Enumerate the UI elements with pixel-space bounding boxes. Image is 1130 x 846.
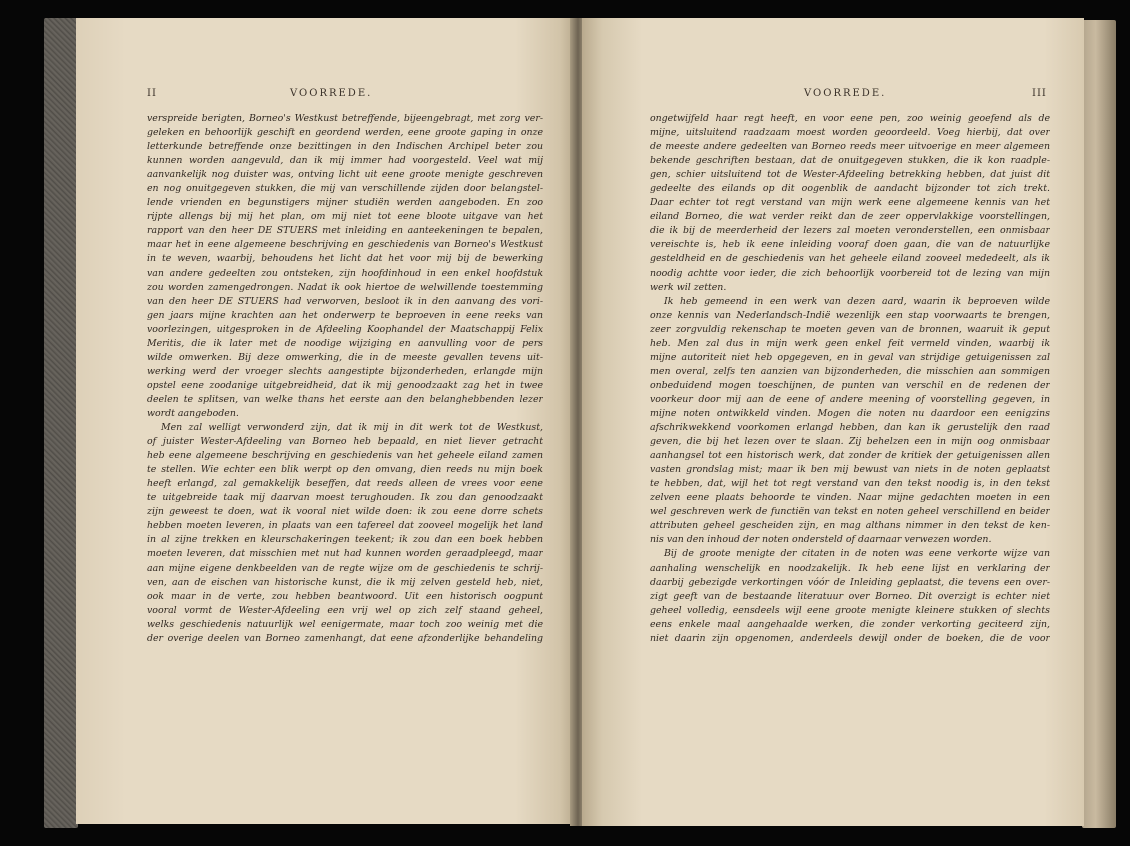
text-line: ven, aan de eischen van historische kunst, die ik mij zelven gesteld heb, niet, xyxy=(147,576,543,588)
text-line: Men zal welligt verwonderd zijn, dat ik mij in dit werk tot de Westkust, xyxy=(161,422,543,434)
text-line: geheel volledig, eensdeels wijl eene groote menigte kleinere stukken of slechts xyxy=(650,604,1050,616)
text-line: wel geschreven werk de functiën van tekst en noten geheel verschillend en beider xyxy=(650,506,1050,518)
text-line: vasten grondslag mist; maar ik ben mij bewust van niets in de noten geplaatst xyxy=(650,464,1050,476)
text-line: van den heer DE STUERS had verworven, besloot ik in den aanvang des vori- xyxy=(147,295,543,307)
text-line: vereischte is, heb ik eene inleiding vooraf doen gaan, die van de natuurlijke xyxy=(650,239,1050,251)
left-page-number: II xyxy=(147,88,157,99)
right-page-number: III xyxy=(1032,88,1047,99)
text-line: de meeste andere gedeelten van Borneo reeds meer uitvoerige en meer algemeen xyxy=(650,141,1050,153)
text-line: die ik bij de meerderheid der lezers zal moeten veronderstellen, een onmisbaar xyxy=(650,225,1050,237)
text-line: of juister Wester-Afdeeling van Borneo heb bepaald, en niet liever getracht xyxy=(147,436,543,448)
text-line: rijpte allengs bij mij het plan, om mij niet tot eene bloote uitgave van het xyxy=(147,211,543,223)
text-line: mijne noten ontwikkeld vinden. Mogen die noten nu daardoor een eenigzins xyxy=(650,407,1050,419)
book-page-edges-right xyxy=(1082,20,1116,828)
book-binding-left xyxy=(44,18,78,828)
left-page xyxy=(76,18,575,824)
text-line: zeer zorgvuldig rekenschap te moeten geven van de bronnen, waaruit ik geput xyxy=(650,323,1050,335)
text-line: kunnen worden aangevuld, dan ik mij immer had voorgesteld. Veel wat mij xyxy=(147,155,543,167)
text-line: aanhaling wenschelijk en noodzakelijk. Ik heb eene lijst en verklaring der xyxy=(650,562,1050,574)
text-line: te hebben, dat, wijl het tot regt verstand van den tekst noodig is, in den tekst xyxy=(650,478,1050,490)
text-line: heeft erlangd, zal gemakkelijk beseffen, dat reeds alleen de vrees voor eene xyxy=(147,478,543,490)
text-line: gen, schier uitsluitend tot de Wester-Afdeeling betrekking hebben, dat juist dit xyxy=(650,169,1050,181)
left-running-head: VOORREDE. xyxy=(290,88,373,99)
text-line: bekende geschriften bestaan, dat de onuitgegeven stukken, die ik kon raadple- xyxy=(650,155,1050,167)
text-line: gedeelte des eilands op dit oogenblik de aandacht bijzonder tot zich trekt. xyxy=(650,183,1050,195)
text-line: Ik heb gemeend in een werk van dezen aard, waarin ik beproeven wilde xyxy=(664,295,1050,307)
text-line: vooral vormt de Wester-Afdeeling een vrij wel op zich zelf staand geheel, xyxy=(147,604,543,616)
text-line: werking werd der vroeger slechts aangestipte bijzonderheden, erlangde mijn xyxy=(147,365,543,377)
text-line: ongetwijfeld haar regt heeft, en voor eene pen, zoo weinig geoefend als de xyxy=(650,113,1050,124)
text-line: afschrikwekkend voorkomen erlangd hebben, dan kan ik gerustelijk den raad xyxy=(650,422,1050,434)
text-line: wordt aangeboden. xyxy=(147,407,239,419)
text-line: te stellen. Wie echter een blik werpt op den omvang, dien reeds nu mijn boek xyxy=(147,464,543,476)
text-line: attributen geheel gescheiden zijn, en mag althans nimmer in den tekst de ken- xyxy=(650,520,1050,532)
text-line: eens enkele maal aangehaalde werken, die zonder verkorting geciteerd zijn, xyxy=(650,618,1050,630)
text-line: in al zijne trekken en kleurschakeringen teekent; ik zou dan een boek hebben xyxy=(147,534,543,546)
text-line: rapport van den heer DE STUERS met inleiding en aanteekeningen te bepalen, xyxy=(147,225,543,237)
text-line: der overige deelen van Borneo zamenhangt, dat eene afzonderlijke behandeling xyxy=(147,632,543,644)
text-line: Meritis, die ik later met de noodige wijziging en aanvulling voor de pers xyxy=(147,337,543,349)
text-line: welks geschiedenis natuurlijk wel eenigermate, maar toch zoo weinig met die xyxy=(147,618,543,630)
text-line: Daar echter tot regt verstand van mijn werk eene algemeene kennis van het xyxy=(650,197,1050,209)
text-line: onbeduidend mogen toeschijnen, de punten van verschil en de redenen der xyxy=(650,379,1050,391)
text-line: onze kennis van Nederlandsch-Indië wezenlijk een stap voorwaarts te brengen, xyxy=(650,309,1050,321)
text-line: zigt geeft van de bestaande literatuur over Borneo. Dit overzigt is echter niet xyxy=(650,590,1050,602)
text-line: zijn geweest te doen, wat ik vooral niet wilde doen: ik zou eene dorre schets xyxy=(147,506,543,518)
text-line: Bij de groote menigte der citaten in de noten was eene verkorte wijze van xyxy=(664,548,1050,560)
text-line: en nog onuitgegeven stukken, die mij van verschillende zijden door belangstel- xyxy=(147,183,543,195)
text-line: zelven eene plaats behoorde te vinden. Naar mijne gedachten moeten in een xyxy=(650,492,1050,504)
left-page-text xyxy=(147,112,543,646)
text-line: van andere gedeelten zou ontsteken, zijn hoofdinhoud in een enkel hoofdstuk xyxy=(147,267,543,279)
text-line: aanvankelijk nog duister was, ontving licht uit eene groote menigte geschreven xyxy=(147,169,543,181)
text-line: moeten leveren, dat misschien met nut had kunnen worden geraadpleegd, maar xyxy=(147,548,543,560)
text-line: heb eene algemeene beschrijving en geschiedenis van het geheele eiland zamen xyxy=(147,450,543,462)
text-line: werk wil zetten. xyxy=(650,281,727,293)
text-line: deelen te splitsen, van welke thans het eerste aan den belanghebbenden lezer xyxy=(147,393,543,405)
right-page-text xyxy=(650,112,1050,646)
text-line: mijne autoriteit niet heb opgegeven, en in geval van strijdige getuigenissen zal xyxy=(650,351,1050,363)
text-line: geleken en behoorlijk geschift en geordend werden, eene groote gaping in onze xyxy=(147,127,543,139)
text-line: maar het in eene algemeene beschrijving en geschiedenis van Borneo's Westkust xyxy=(147,239,543,251)
text-line: gen jaars mijne krachten aan het onderwerp te beproeven in eene reeks van xyxy=(147,309,543,321)
text-line: mijne, uitsluitend raadzaam moest worden geoordeeld. Voeg hierbij, dat over xyxy=(650,127,1050,139)
text-line: lende vrienden en begunstigers mijner studiën werden aangeboden. En zoo xyxy=(147,197,543,209)
text-line: noodig achtte voor ieder, die zich behoorlijk voorbereid tot de lezing van mijn xyxy=(650,267,1050,279)
right-running-head: VOORREDE. xyxy=(804,88,887,99)
text-line: nis van den inhoud der noten ondersteld of daarnaar verwezen worden. xyxy=(650,534,992,546)
right-page xyxy=(582,18,1084,826)
text-line: aan mijne eigene denkbeelden van de regte wijze om de geschiedenis te schrij- xyxy=(147,562,543,574)
text-line: hebben moeten leveren, in plaats van een tafereel dat zooveel mogelijk het land xyxy=(147,520,543,532)
text-line: wilde omwerken. Bij deze omwerking, die in de meeste gevallen tevens uit- xyxy=(147,351,543,363)
text-line: geven, die bij het lezen over te slaan. Zij behelzen een in mijn oog onmisbaar xyxy=(650,436,1050,448)
text-line: eiland Borneo, die wat verder reikt dan de zeer oppervlakkige voorstellingen, xyxy=(650,211,1050,223)
text-line: voorlezingen, uitgesproken in de Afdeeling Koophandel der Maatschappij Felix xyxy=(147,323,543,335)
text-line: voorkeur door mij aan de eene of andere meening of voorstelling gegeven, in xyxy=(650,393,1050,405)
text-line: te uitgebreide taak mij daarvan moest terughouden. Ik zou dan genoodzaakt xyxy=(147,492,543,504)
text-line: opstel eene zoodanige uitgebreidheid, dat ik mij genoodzaakt zag het in twee xyxy=(147,379,543,391)
text-line: verspreide berigten, Borneo's Westkust betreffende, bijeengebragt, met zorg ver- xyxy=(147,113,543,124)
text-line: zou worden zamengedrongen. Nadat ik ook hiertoe de welwillende toestemming xyxy=(147,281,543,293)
text-line: ook maar in de verte, zou hebben beantwoord. Uit een historisch oogpunt xyxy=(147,590,543,602)
text-line: in te weven, waarbij, behoudens het licht dat het voor mij bij de bewerking xyxy=(147,253,543,265)
text-line: men overal, zelfs ten aanzien van bijzonderheden, die misschien aan sommigen xyxy=(650,365,1050,377)
text-line: daarbij gebezigde verkortingen vóór de Inleiding geplaatst, die tevens een over- xyxy=(650,576,1050,588)
text-line: heb. Men zal dus in mijn werk geen enkel feit vermeld vinden, waarbij ik xyxy=(650,337,1050,349)
text-line: niet daarin zijn opgenomen, anderdeels dewijl onder de boeken, die de voor xyxy=(650,632,1050,644)
text-line: aanhangsel tot een historisch werk, dat zonder de kritiek der getuigenissen allen xyxy=(650,450,1050,462)
text-line: letterkunde betreffende onze bezittingen in den Indischen Archipel beter zou xyxy=(147,141,543,153)
text-line: gesteldheid en de geschiedenis van het geheele eiland zooveel mededeelt, als ik xyxy=(650,253,1050,265)
